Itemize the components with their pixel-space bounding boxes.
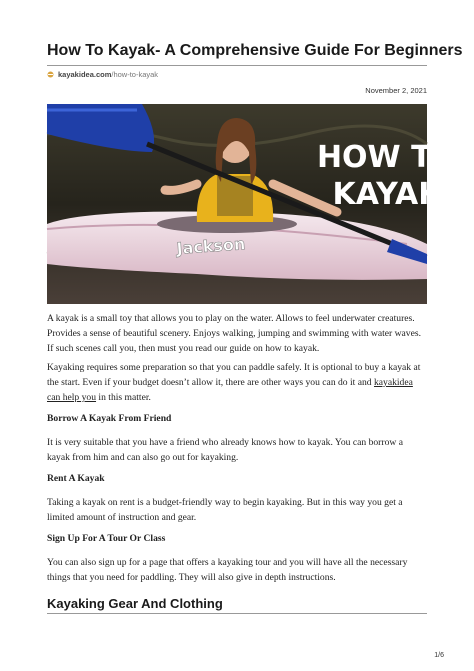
- page-number: 1/6: [434, 652, 444, 659]
- rent-heading: Rent A Kayak: [47, 473, 105, 484]
- rent-paragraph: Taking a kayak on rent is a budget-friendly way to begin kayaking. But in this way you get a limited amount of instruction and gear.: [47, 497, 403, 523]
- svg-text:Jackson: Jackson: [175, 234, 246, 258]
- source-line: [47, 70, 158, 79]
- hero-overlay-line1: HOW TO: [316, 140, 458, 175]
- favicon-icon: [47, 71, 54, 78]
- tour-heading: Sign Up For A Tour Or Class: [47, 533, 166, 544]
- page-title: How To Kayak- A Comprehensive Guide For Beginners: [47, 42, 463, 59]
- borrow-heading: Borrow A Kayak From Friend: [47, 413, 172, 424]
- title-divider: [47, 65, 427, 66]
- preparation-paragraph: Kayaking requires some preparation so that you can paddle safely. It is optional to buy a kayak at the start. Even if your budget doesn’t allow it, there are other ways you can do it and kayakidea can help you in this matter.: [47, 362, 421, 403]
- source-link[interactable]: kayakidea.com/how-to-kayak: [58, 70, 159, 79]
- tour-paragraph: You can also sign up for a page that offers a kayaking tour and you will have all the necessary things that you need for paddling. They will also give in depth instructions.: [47, 557, 408, 583]
- borrow-paragraph: It is very suitable that you have a friend who already knows how to kayak. You can borrow a kayak from him and can also go out for kayaking.: [47, 437, 403, 463]
- gear-section-title: Kayaking Gear And Clothing: [47, 596, 223, 611]
- section-divider: [47, 613, 427, 614]
- kayakidea-link[interactable]: kayakidea can help you: [47, 377, 413, 403]
- intro-paragraph: A kayak is a small toy that allows you to play on the water. Allows to feel underwater creatures. Provides a sense of beautiful scenery. Enjoys walking, jumping and swimming with water waves. If such scenes call you, then must you read our guide on how to kayak.: [47, 313, 421, 354]
- hero-image: [47, 104, 458, 304]
- publish-date: November 2, 2021: [365, 86, 427, 95]
- hero-overlay-line2: KAYAK: [332, 177, 442, 212]
